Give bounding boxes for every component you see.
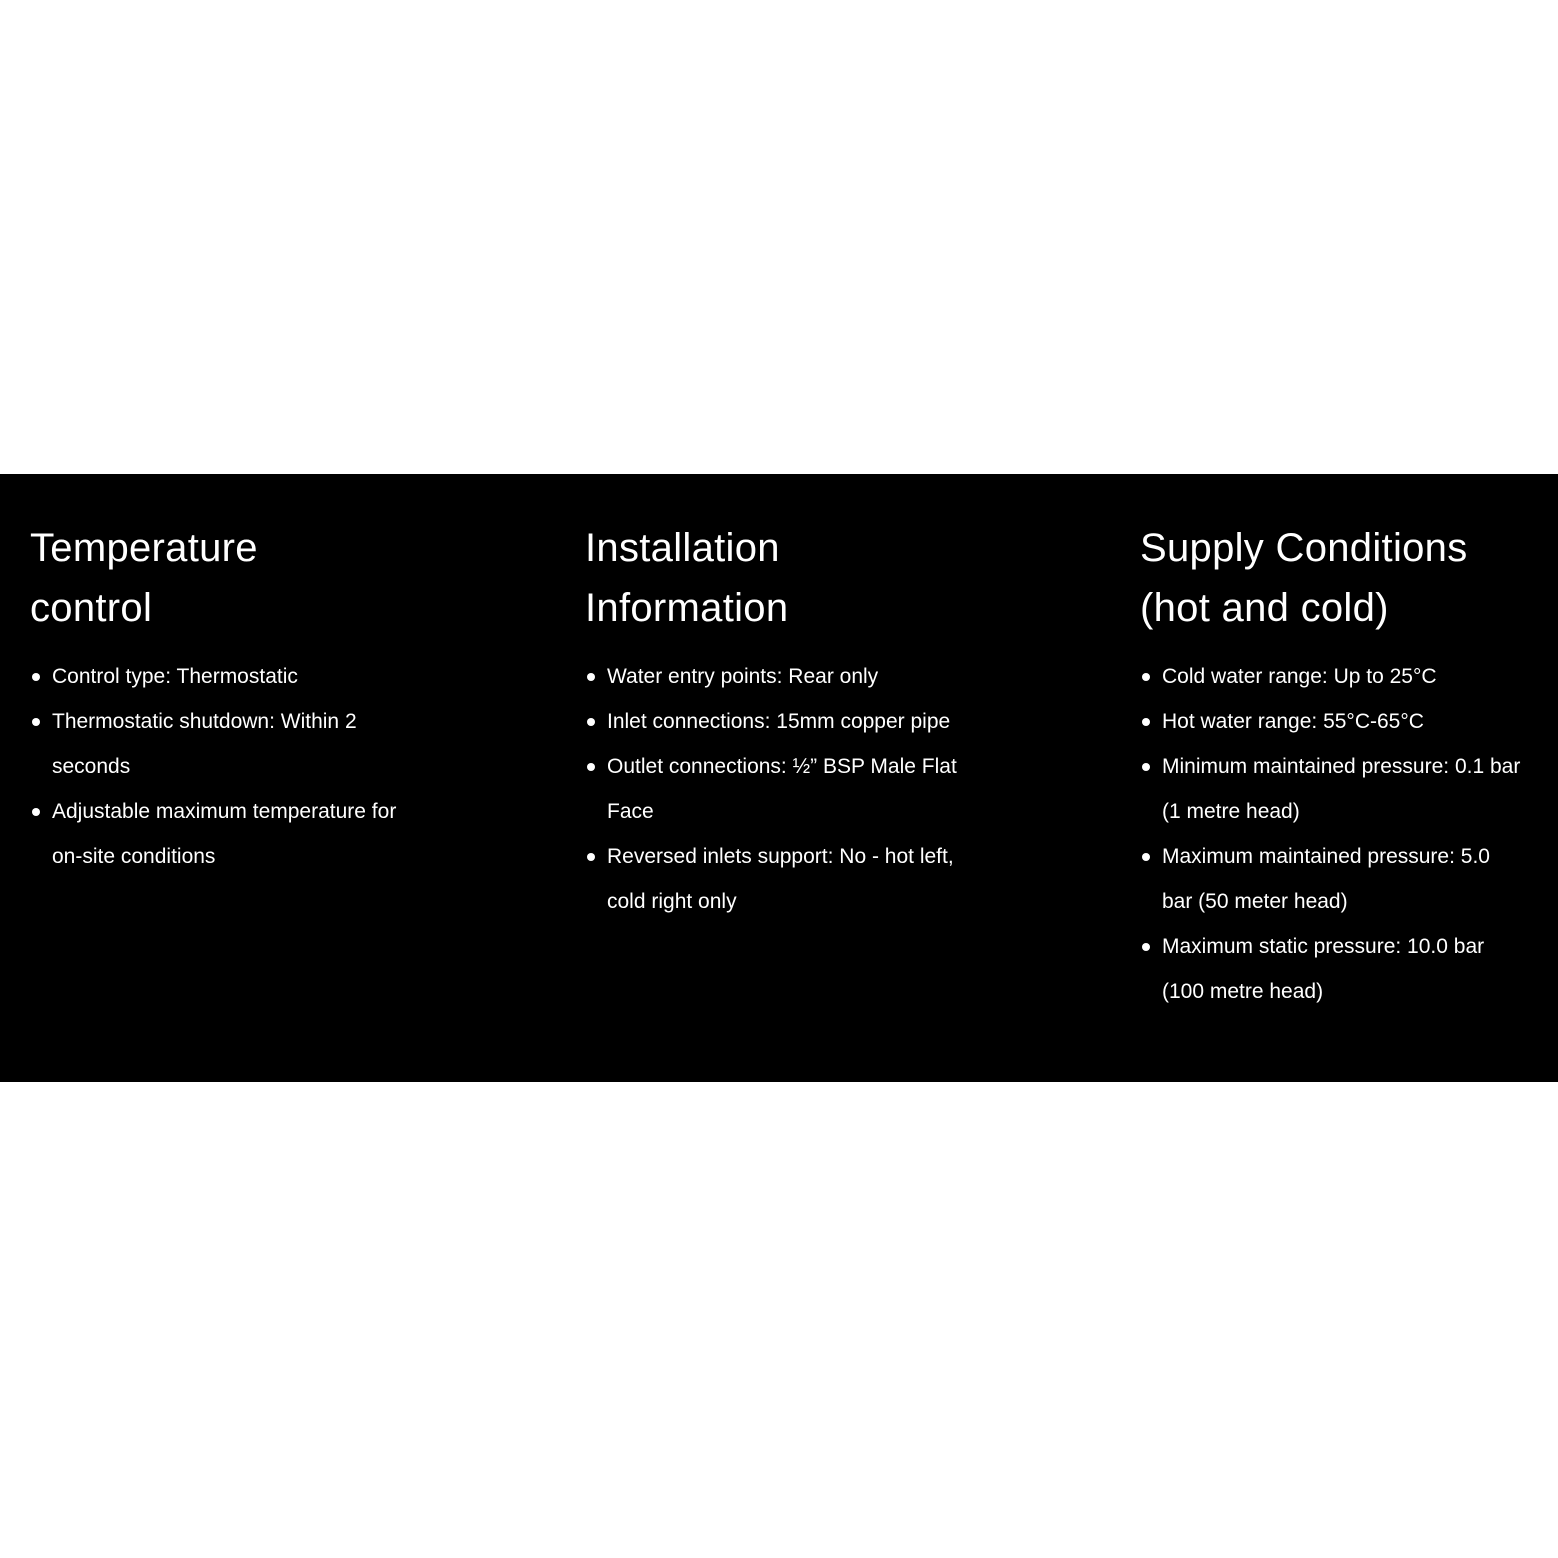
bullet-icon	[1142, 718, 1150, 726]
spec-list	[30, 654, 430, 879]
list-item	[585, 654, 985, 699]
list-item-text: Outlet connections: ½” BSP Male Flat Face	[607, 755, 957, 823]
column-heading	[1140, 518, 1525, 638]
supply-conditions-column	[1140, 518, 1525, 1014]
bullet-icon	[587, 853, 595, 861]
list-item-text: Water entry points: Rear only	[607, 665, 879, 688]
list-item-text: Thermostatic shutdown: Within 2 seconds	[52, 710, 357, 778]
bullet-icon	[1142, 763, 1150, 771]
list-item-text: Reversed inlets support: No - hot left, cold right only	[607, 845, 954, 913]
bullet-icon	[32, 808, 40, 816]
list-item	[1140, 744, 1525, 834]
list-item-text: Control type: Thermostatic	[52, 665, 298, 688]
list-item	[585, 744, 957, 834]
bullet-icon	[1142, 943, 1150, 951]
bullet-icon	[587, 718, 595, 726]
spec-list	[585, 654, 985, 924]
bullet-icon	[32, 673, 40, 681]
list-item	[585, 834, 985, 924]
list-item-text: Inlet connections: 15mm copper pipe	[607, 710, 951, 733]
bullet-icon	[1142, 673, 1150, 681]
list-item-text: Minimum maintained pressure: 0.1 bar (1 metre head)	[1162, 755, 1521, 823]
list-item-text: Adjustable maximum temperature for on-site conditions	[52, 800, 397, 868]
bullet-icon	[587, 763, 595, 771]
column-heading	[585, 518, 985, 638]
bullet-icon	[587, 673, 595, 681]
list-item	[30, 654, 430, 699]
list-item	[1140, 654, 1525, 699]
list-item-text: Hot water range: 55°C-65°C	[1162, 710, 1424, 733]
heading-line: control	[30, 586, 153, 630]
list-item	[1140, 834, 1525, 924]
heading-line: (hot and cold)	[1140, 586, 1389, 630]
list-item-text: Maximum static pressure: 10.0 bar (100 metre head)	[1162, 935, 1485, 1003]
column-heading	[30, 518, 430, 638]
list-item	[585, 699, 985, 744]
list-item	[1140, 924, 1525, 1014]
heading-line: Installation	[585, 526, 780, 570]
spec-list	[1140, 654, 1525, 1014]
specifications-section	[0, 474, 1558, 1082]
heading-line: Information	[585, 586, 789, 630]
list-item-text: Maximum maintained pressure: 5.0 bar (50 meter head)	[1162, 845, 1490, 913]
bullet-icon	[1142, 853, 1150, 861]
list-item	[30, 699, 392, 789]
bullet-icon	[32, 718, 40, 726]
temperature-control-column	[30, 518, 430, 879]
heading-line: Temperature	[30, 526, 258, 570]
heading-line: Supply Conditions	[1140, 526, 1468, 570]
list-item	[30, 789, 430, 879]
installation-information-column	[585, 518, 985, 924]
list-item-text: Cold water range: Up to 25°C	[1162, 665, 1437, 688]
list-item	[1140, 699, 1525, 744]
